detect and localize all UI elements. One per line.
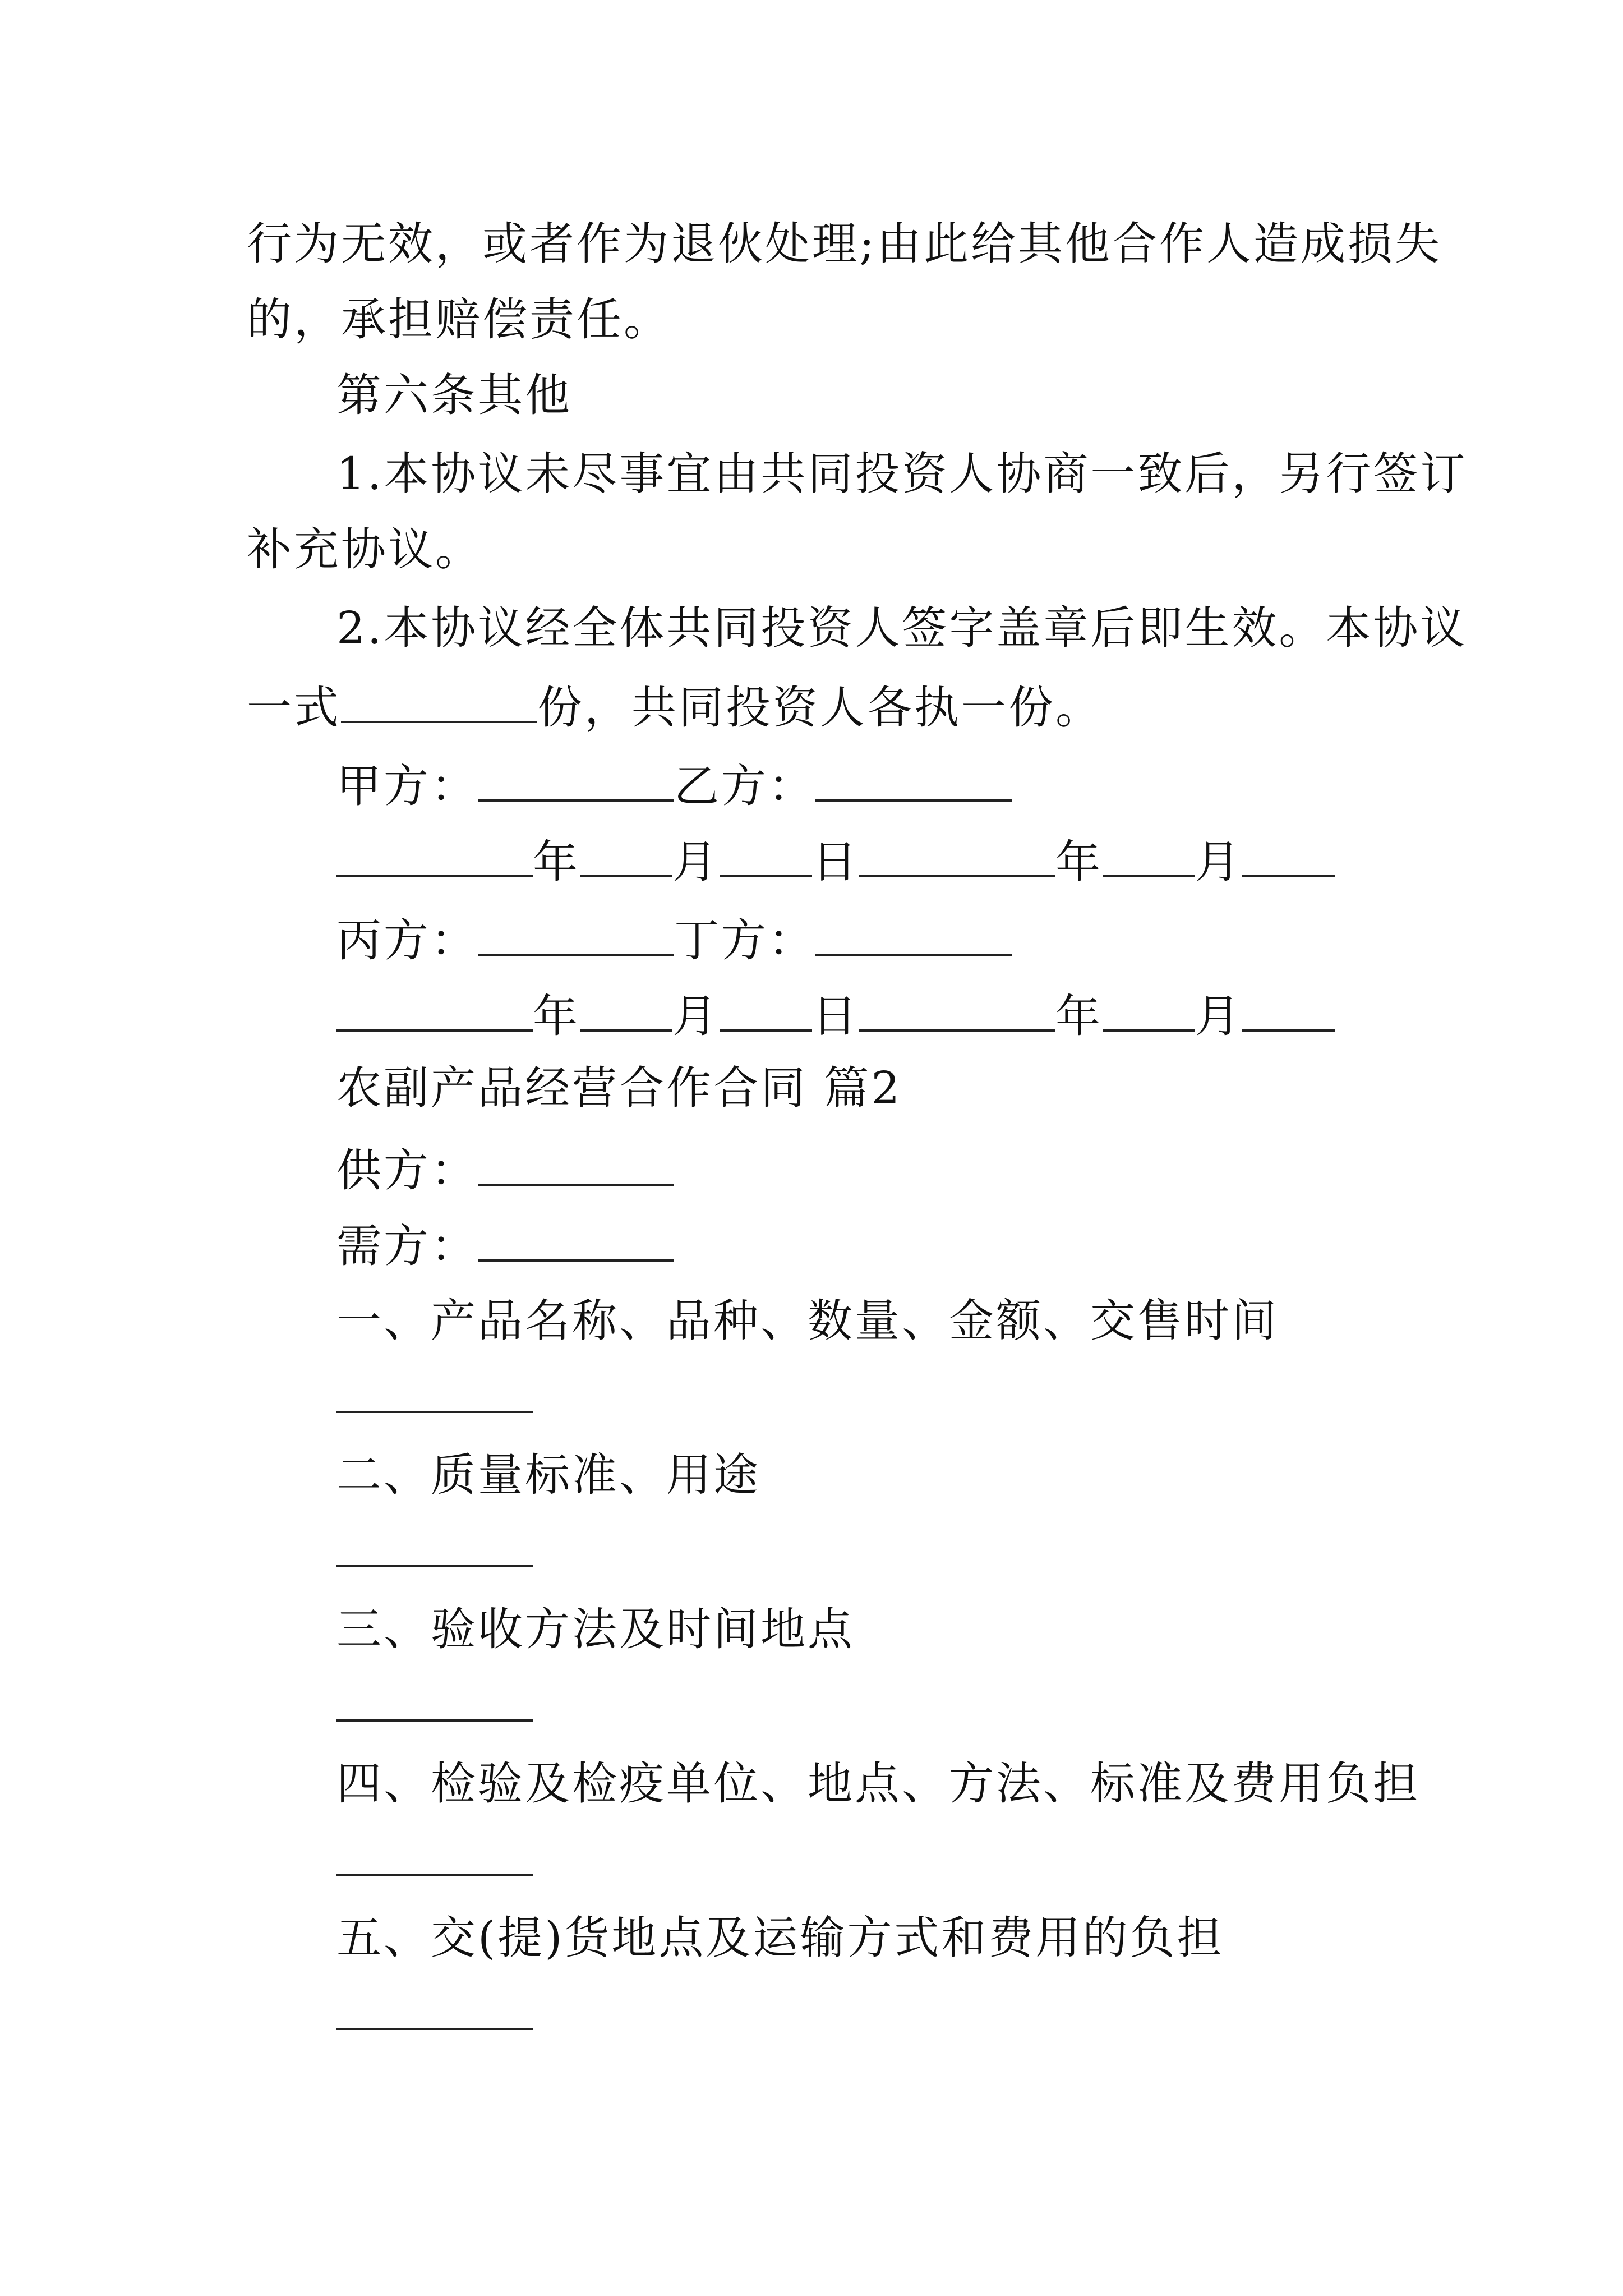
party-ding-blank	[815, 909, 1012, 956]
clause-2-prefix: 一式	[247, 682, 341, 734]
clause-2-line-1: 2.本协议经全体共同投资人签字盖章后即生效。本协议	[336, 602, 1468, 654]
month-blank	[580, 830, 672, 877]
supplier-label: 供方：	[336, 1144, 478, 1197]
item-heading: 五、交(提)货地点及运输方式和费用的负担	[336, 1912, 1224, 1964]
party-jia-label: 甲方：	[336, 760, 478, 812]
year-label: 年	[533, 990, 580, 1042]
day-blank	[1242, 830, 1335, 877]
item-heading: 二、质量标准、用途	[336, 1449, 760, 1501]
date-row-2	[336, 984, 1335, 1045]
clause-2-suffix: 份，共同投资人各执一份。	[537, 682, 1103, 734]
clause-2-line-2	[247, 676, 1103, 736]
supplier-blank	[478, 1139, 674, 1186]
item-blank-line	[336, 2028, 533, 2030]
item-heading: 三、验收方法及时间地点	[336, 1603, 855, 1655]
day-blank	[720, 984, 812, 1032]
signature-row-jia-yi	[336, 754, 1012, 815]
party-yi-label: 乙方：	[674, 760, 815, 812]
item-heading: 一、产品名称、品种、数量、金额、交售时间	[336, 1295, 1279, 1347]
party-bing-label: 丙方：	[336, 914, 478, 967]
article-heading: 第六条其他	[336, 369, 572, 421]
party-ding-label: 丁方：	[674, 914, 815, 967]
buyer-row	[336, 1214, 674, 1274]
item-blank-line	[336, 1874, 533, 1876]
month-blank	[580, 984, 672, 1032]
year-label: 年	[1055, 836, 1103, 888]
party-jia-blank	[478, 754, 674, 802]
copies-blank	[341, 676, 537, 723]
month-label: 月	[672, 836, 720, 888]
date-row-1	[336, 830, 1335, 890]
day-blank	[1242, 984, 1335, 1032]
day-label: 日	[812, 990, 859, 1042]
year-label: 年	[533, 836, 580, 888]
item-blank-line	[336, 1719, 533, 1722]
year-label: 年	[1055, 990, 1103, 1042]
year-blank	[336, 984, 533, 1032]
clause-1-line-2: 补充协议。	[247, 523, 482, 576]
supplier-row	[336, 1139, 674, 1199]
month-label: 月	[1195, 836, 1242, 888]
month-blank	[1103, 984, 1195, 1032]
item-blank-line	[336, 1411, 533, 1413]
year-blank	[336, 830, 533, 877]
month-blank	[1103, 830, 1195, 877]
buyer-label: 需方：	[336, 1220, 478, 1272]
signature-row-bing-ding	[336, 909, 1012, 969]
party-yi-blank	[815, 754, 1012, 802]
item-blank-line	[336, 1565, 533, 1567]
month-label: 月	[1195, 990, 1242, 1042]
party-bing-blank	[478, 909, 674, 956]
paragraph-line: 的，承担赔偿责任。	[247, 293, 671, 346]
year-blank	[859, 984, 1055, 1032]
month-label: 月	[672, 990, 720, 1042]
paragraph-line: 行为无效，或者作为退伙处理;由此给其他合作人造成损失	[247, 218, 1442, 270]
buyer-blank	[478, 1214, 674, 1262]
clause-1-line-1: 1.本协议未尽事宜由共同投资人协商一致后，另行签订	[336, 448, 1468, 500]
year-blank	[859, 830, 1055, 877]
section-title: 农副产品经营合作合同 篇2	[336, 1062, 902, 1114]
item-heading: 四、检验及检疫单位、地点、方法、标准及费用负担	[336, 1757, 1420, 1810]
day-blank	[720, 830, 812, 877]
day-label: 日	[812, 836, 859, 888]
